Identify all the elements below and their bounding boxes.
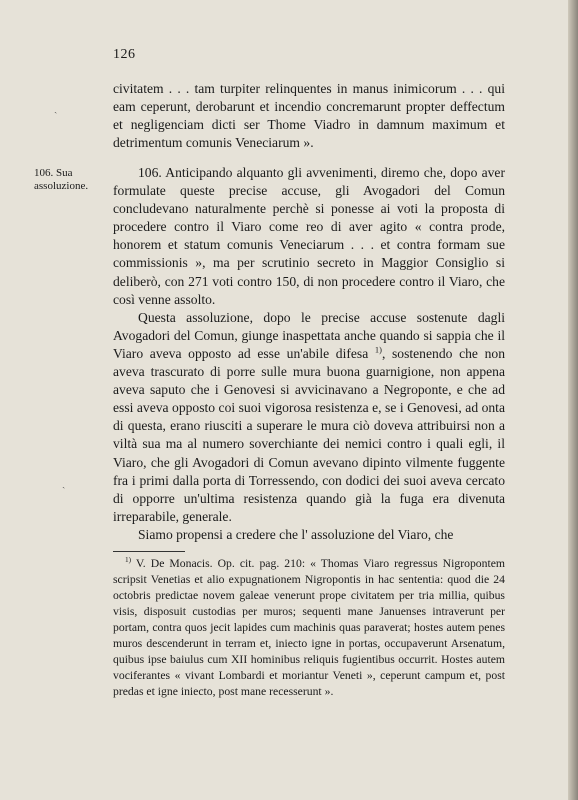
page-edge-shadow (568, 0, 578, 800)
footnote-reference: 1) (374, 344, 382, 355)
footnote-1 (113, 556, 505, 700)
footnote-marker: 1) (125, 556, 132, 565)
text-block-top (113, 80, 505, 152)
paragraph-assoluzione-end: , sostenendo che non aveva trascurato di porre sulle mura buona guarnigione, non appena aveva saputo che i Genovesi si avvicinavano a Negroponte, e che ad essi aveva opposto coi suoi vigorosa resistenza e, se i Genovesi, ad onta di questa, erano riusciti a superare le mura ciò doveva attribuirsi non a viltà sua ma al numero soverchiante dei nemici contro i quali egli, il Viaro, che gli Avogadori di Comun avevano dipinto vilmente fuggente fra i primi dalla porta di Torressendo, con dodici dei suoi aveva cercato di opporre un'ultima resistenza quando già la fuga era divenuta irreparabile, generale. (113, 345, 505, 524)
paragraph-assoluzione-start: Questa assoluzione, dopo le precise accuse sostenute dagli Avogadori del Comun, giunge inaspettata anche quando si sappia che il Viaro aveva opposto ad esse un'abile difesa (113, 309, 505, 361)
footnote-text: V. De Monacis. Op. cit. pag. 210: « Thomas Viaro regressus Nigropontem scripsit Venetias et alio expugnationem Nigropontis in hac sententia: quod die 24 octobris predictae novem galeae venerunt prope civitatem per tria millia, quibus visis, disposuit custodias per muros; sequenti mane Januenses intraverunt per portam, contra quos jecit lapides cum machinis quas paraverat; hostes autem penes muros descenderunt in terram et, iniecto igne in portas, occupaverunt Arsenatum, quibus ipse baiulus cum XII hominibus reliquis fugientibus occurrit. Hostes autem vociferantes « vivant Lombardi et moriantur Veneti », ceperunt campum et, post predas et igne iniecto, post mane recesserunt ». (113, 557, 505, 698)
footnote-area (113, 556, 505, 700)
footnote-divider (113, 551, 185, 552)
paragraph-quote-end: civitatem . . . tam turpiter relinquentes in manus inimicorum . . . qui eam ceperunt, derobarunt et incendio concremarunt propter deffectum et negligenciam dicti ser Thome Viadro in damnum maximum et detrimentum comunis Veneciarum ». (113, 81, 505, 151)
paragraph-106: 106. Anticipando alquanto gli avvenimenti, diremo che, dopo aver formulate queste precise accuse, gli Avogadori del Comun concludevano naturalmente perchè si ponesse ai voti la proposta di procedere contro il Viaro come reo di aver agito « contra prode, honorem et statum comunis Veneciarum . . . et contra formam sue commissionis », ma per scrutinio secreto in Maggior Consiglio si deliberò, con 271 voti contro 150, di non procedere contro il Viaro, che così venne assolto. (113, 165, 505, 307)
margin-speck-mark: ˎ (54, 103, 58, 114)
margin-speck-mark: ˎ (62, 478, 66, 489)
paragraph-assoluzione (113, 309, 505, 526)
page-number: 126 (113, 47, 136, 62)
marginal-note: 106. Sua assoluzione. (34, 167, 89, 192)
paragraph-propensi: Siamo propensi a credere che l' assoluzione del Viaro, che (138, 526, 454, 542)
text-block-main (113, 164, 505, 544)
